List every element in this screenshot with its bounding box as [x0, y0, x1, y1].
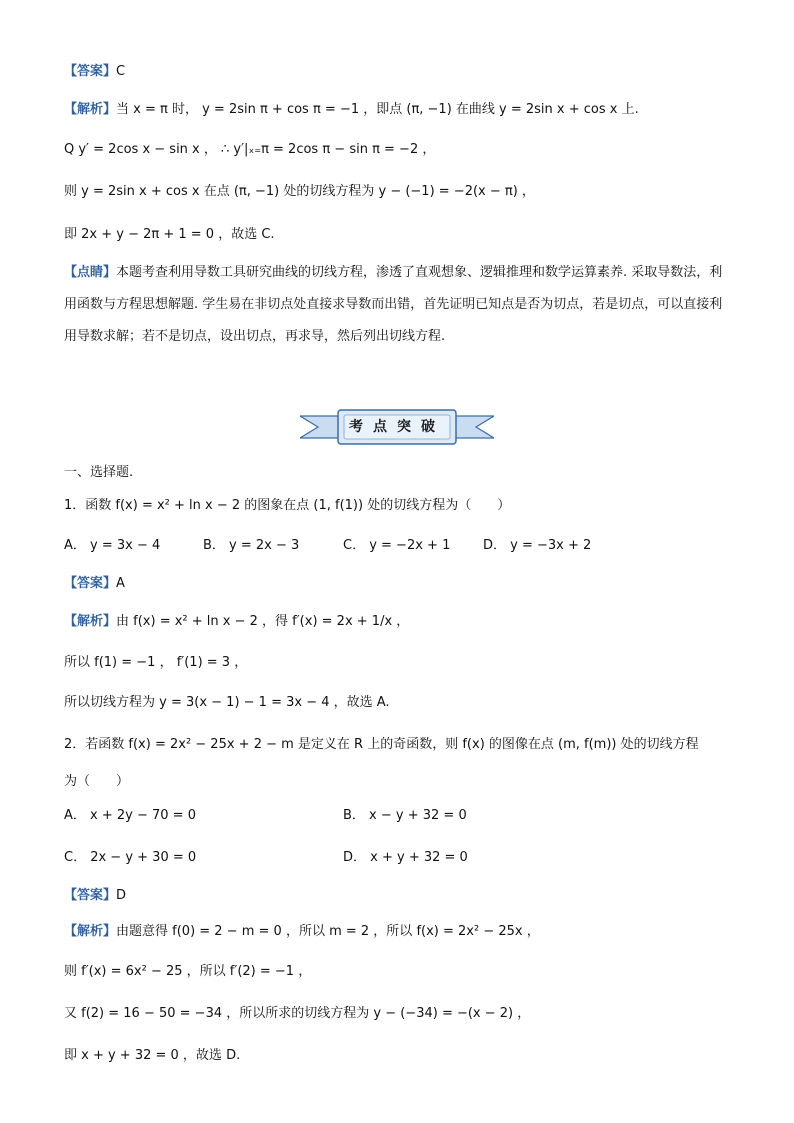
comment-text: 本题考查利用导数工具研究曲线的切线方程，渗透了直观想象、逻辑推理和数学运算素养. 采取导数法，利用函数与方程思想解题. 学生易在非切点处直接求导数而出错，首先证明已知点是否为切点，若是切点，可以直接利用导数求解；若不是切点，设出切点，再求导，然后列出切线方程. — [64, 265, 723, 344]
analysis-label: 【解析】 — [64, 102, 117, 117]
q2-option-a: A． x + 2y − 70 = 0 — [64, 808, 196, 823]
q1-option-d: D． y = −3x + 2 — [483, 538, 592, 553]
section-banner — [300, 407, 494, 447]
q1-option-a: A． y = 3x − 4 — [64, 538, 161, 553]
analysis-text: 当 x = π 时， y = 2sin π + cos π = −1 ，即点 (π, −1) 在曲线 y = 2sin x + cos x 上. — [116, 102, 639, 117]
q2-analysis-text: 由题意得 f(0) = 2 − m = 0 ，所以 m = 2 ，所以 f(x) = 2x² − 25x ， — [116, 924, 540, 939]
q2-analysis-line-1 — [64, 922, 540, 942]
q1-analysis-line-3: 所以切线方程为 y = 3(x − 1) − 1 = 3x − 4 ，故选 A. — [64, 695, 390, 710]
answer-label: 【答案】 — [64, 64, 117, 79]
q2-answer-value: D — [116, 888, 127, 903]
q1-option-c: C． y = −2x + 1 — [343, 538, 451, 553]
analysis-line-3: 则 y = 2sin x + cos x 在点 (π, −1) 处的切线方程为 y − (−1) = −2(x − π) ， — [64, 184, 535, 199]
answer-value: C — [116, 64, 126, 79]
q1-option-b: B． y = 2x − 3 — [203, 538, 300, 553]
q2-analysis-line-3: 又 f(2) = 16 − 50 = −34 ，所以所求的切线方程为 y − (−34) = −(x − 2) ， — [64, 1006, 531, 1021]
analysis-line-4: 即 2x + y − 2π + 1 = 0 ，故选 C. — [64, 227, 275, 242]
q2-analysis-line-2: 则 f′(x) = 6x² − 25 ，所以 f′(2) = −1 ， — [64, 964, 312, 979]
q2-analysis-label: 【解析】 — [64, 924, 117, 939]
q2-option-d: D． x + y + 32 = 0 — [343, 850, 468, 865]
q1-analysis-label: 【解析】 — [64, 614, 117, 629]
q1-answer-line — [64, 574, 125, 594]
analysis-line-2: Q y′ = 2cos x − sin x ， ∴ y′|ₓ₌π = 2cos π − sin π = −2 ， — [64, 142, 436, 157]
q1-answer-value: A — [116, 576, 125, 591]
q2-stem-line-1: 2．若函数 f(x) = 2x² − 25x + 2 − m 是定义在 R 上的奇函数，则 f(x) 的图像在点 (m, f(m)) 处的切线方程 — [64, 737, 699, 752]
comment-paragraph — [64, 257, 732, 353]
section-title: 一、选择题. — [64, 465, 134, 480]
q2-stem-line-2: 为（ ） — [64, 774, 130, 789]
q2-answer-line — [64, 886, 126, 906]
answer-line-1 — [64, 62, 125, 82]
banner-title: 考点突破 — [349, 419, 445, 435]
analysis-line-1 — [64, 100, 639, 120]
q1-analysis-line-2: 所以 f(1) = −1 ， f′(1) = 3 ， — [64, 655, 248, 670]
q2-answer-label: 【答案】 — [64, 888, 117, 903]
q1-analysis-text: 由 f(x) = x² + ln x − 2 ，得 f′(x) = 2x + 1/x ， — [116, 614, 410, 629]
comment-label: 【点睛】 — [64, 265, 117, 280]
q2-option-c: C． 2x − y + 30 = 0 — [64, 850, 197, 865]
q1-analysis-line-1 — [64, 612, 409, 632]
q2-analysis-line-4: 即 x + y + 32 = 0 ，故选 D. — [64, 1048, 241, 1063]
q1-stem: 1．函数 f(x) = x² + ln x − 2 的图象在点 (1, f(1)) 处的切线方程为（ ） — [64, 498, 511, 513]
q1-answer-label: 【答案】 — [64, 576, 117, 591]
q2-option-b: B． x − y + 32 = 0 — [343, 808, 467, 823]
